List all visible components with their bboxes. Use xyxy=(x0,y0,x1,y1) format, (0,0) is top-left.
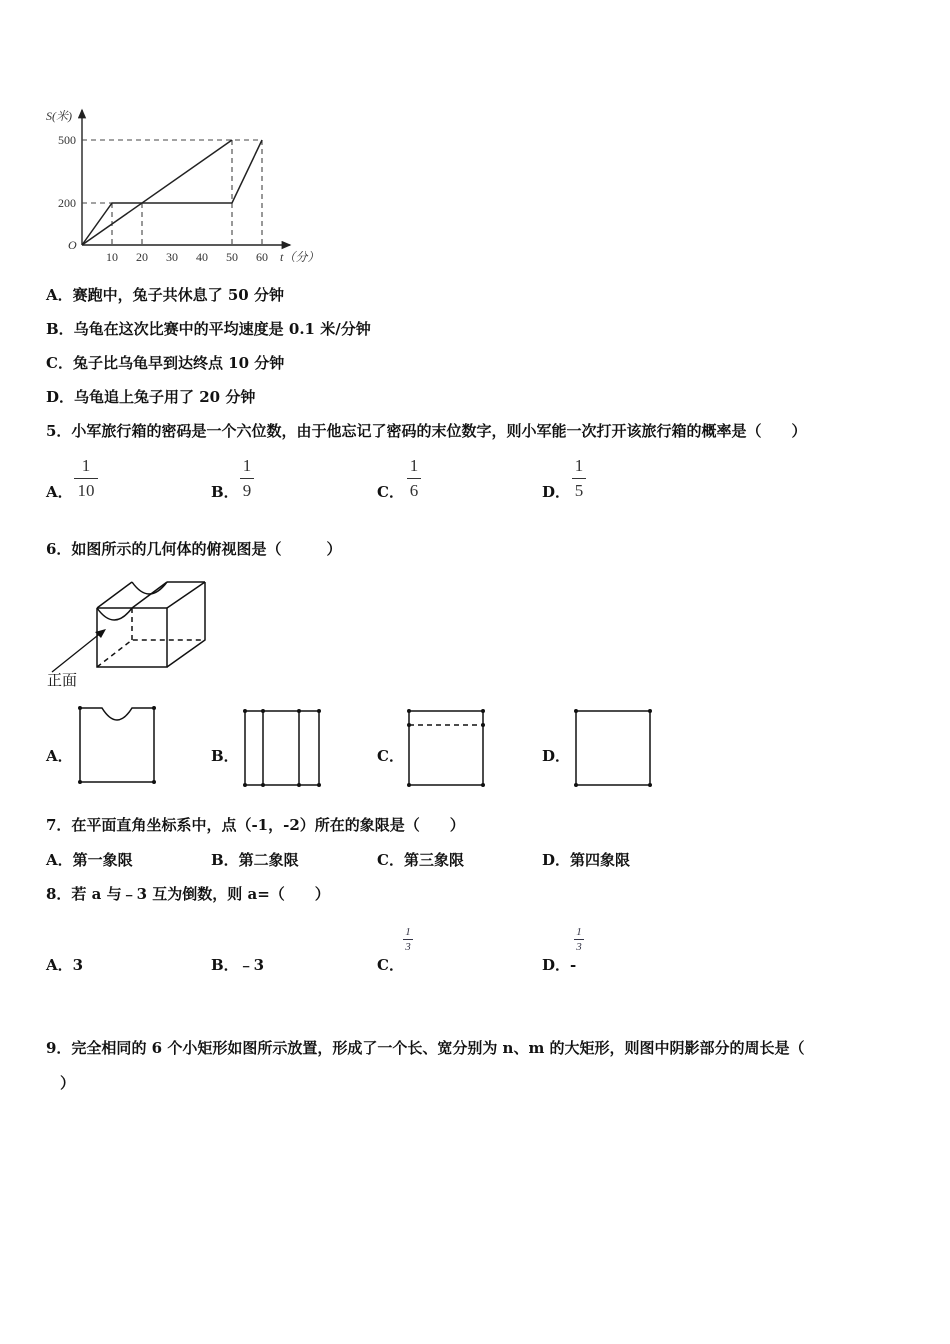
fraction-bar xyxy=(240,478,254,479)
q5-option-b-label: B． xyxy=(211,483,239,501)
q8-option-d-fraction xyxy=(574,926,584,953)
rabbit-tortoise-chart xyxy=(40,100,330,270)
fraction-denominator: 3 xyxy=(576,941,582,953)
fraction-bar xyxy=(74,478,98,479)
q4-option-c: C．兔子比乌龟早到达终点 10 分钟 xyxy=(46,354,285,372)
q5-option-a-label: A． xyxy=(46,483,73,501)
fraction-numerator: 1 xyxy=(405,926,411,938)
q7-option-a: A．第一象限 xyxy=(46,851,133,869)
y-axis-label: S(米) xyxy=(46,109,72,123)
q4-option-a: A．赛跑中，兔子共休息了 50 分钟 xyxy=(46,286,284,304)
q6-option-c-figure[interactable] xyxy=(405,707,487,789)
y-tick-label: 200 xyxy=(58,196,76,210)
q4-option-b: B．乌龟在这次比赛中的平均速度是 0.1 米/分钟 xyxy=(46,320,371,338)
fraction-bar xyxy=(572,478,586,479)
q9-question-line1: 9．完全相同的 6 个小矩形如图所示放置，形成了一个长、宽分别为 n、m 的大矩形，则图中阴影部分的周长是（ xyxy=(46,1039,805,1057)
q7-question: 7．在平面直角坐标系中，点（-1，-2）所在的象限是（ ） xyxy=(46,816,465,834)
fraction-numerator: 1 xyxy=(81,456,91,475)
fraction-bar xyxy=(403,939,413,940)
q8-option-a: A．3 xyxy=(46,956,84,974)
fraction-numerator: 1 xyxy=(574,456,584,475)
x-tick-label: 40 xyxy=(196,250,208,264)
fraction-numerator: 1 xyxy=(409,456,419,475)
fraction-numerator: 1 xyxy=(576,926,582,938)
q7-option-c: C．第三象限 xyxy=(377,851,464,869)
x-tick-label: 10 xyxy=(106,250,118,264)
fraction-denominator: 6 xyxy=(409,481,419,500)
q8-option-b: B．﹣3 xyxy=(211,956,265,974)
q6-option-a-figure[interactable] xyxy=(76,704,158,786)
q6-question: 6．如图所示的几何体的俯视图是（ ） xyxy=(46,540,342,558)
q4-option-d: D．乌龟追上兔子用了 20 分钟 xyxy=(46,388,256,406)
x-tick-label: 50 xyxy=(226,250,238,264)
q9-question-line2: ） xyxy=(60,1074,76,1092)
front-face-label: 正面 xyxy=(47,671,78,689)
series-line-2 xyxy=(82,140,232,245)
q6-option-d-label: D． xyxy=(542,747,571,765)
fraction-denominator: 10 xyxy=(77,481,95,500)
x-tick-label: 30 xyxy=(166,250,178,264)
x-tick-label: 20 xyxy=(136,250,148,264)
fraction-denominator: 5 xyxy=(574,481,584,500)
fraction-bar xyxy=(407,478,421,479)
x-axis-label: t（分） xyxy=(280,250,320,264)
q6-option-b-figure[interactable] xyxy=(241,707,323,789)
q5-option-d-fraction xyxy=(572,456,586,501)
fraction-bar xyxy=(574,939,584,940)
q5-question: 5．小军旅行箱的密码是一个六位数，由于他忘记了密码的末位数字，则小军能一次打开该旅行箱的概率是（ ） xyxy=(46,422,807,440)
q7-option-b: B．第二象限 xyxy=(211,851,299,869)
x-tick-label: 60 xyxy=(256,250,268,264)
q5-option-a-fraction xyxy=(74,456,98,501)
q5-option-d-label: D． xyxy=(542,483,571,501)
q8-option-c: C． xyxy=(377,956,404,974)
q6-option-a-label: A． xyxy=(46,747,73,765)
q6-option-b-label: B． xyxy=(211,747,239,765)
fraction-denominator: 9 xyxy=(242,481,252,500)
q6-option-c-label: C． xyxy=(377,747,404,765)
q8-option-c-fraction xyxy=(403,926,413,953)
series-line-1 xyxy=(82,140,262,245)
q5-option-c-fraction xyxy=(407,456,421,501)
q5-option-c-label: C． xyxy=(377,483,404,501)
origin-label: O xyxy=(68,238,77,252)
fraction-numerator: 1 xyxy=(242,456,252,475)
fraction-denominator: 3 xyxy=(405,941,411,953)
q5-option-b-fraction xyxy=(240,456,254,501)
q8-question: 8．若 a 与﹣3 互为倒数，则 a=（ ） xyxy=(46,885,330,903)
q7-option-d: D．第四象限 xyxy=(542,851,631,869)
q8-option-d: D．- xyxy=(542,956,577,974)
y-tick-label: 500 xyxy=(58,133,76,147)
q6-option-d-figure[interactable] xyxy=(572,707,654,789)
